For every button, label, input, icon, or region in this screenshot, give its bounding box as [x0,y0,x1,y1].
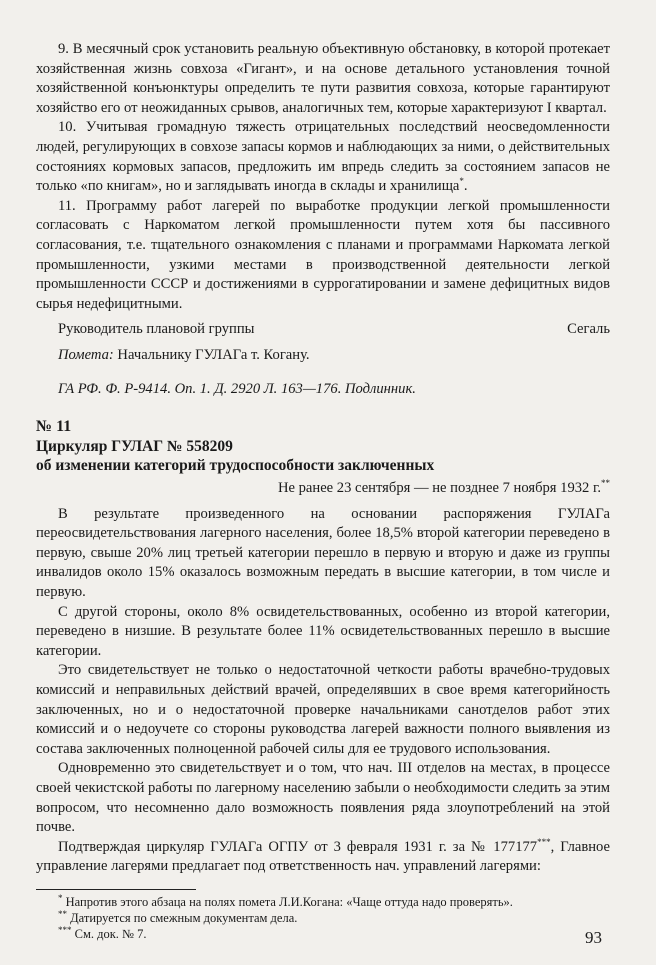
paragraph-10: 10. Учитывая громадную тяжесть отрицательных последствий неосведомленности людей, регулирующих в совхозе запасы кормов и наблюдающих за ними, о действительных состояниях кормовых запасов, предложить им впредь следить за состоянием запасов не только «по книгам», но и заглядывать иногда в склады и хранилища*. [36,119,610,195]
page-content [36,40,610,942]
footnote-divider [36,889,196,890]
signature-role: Руководитель плановой группы [58,321,255,338]
footnote [36,926,610,942]
footnote-ref-3[interactable]: *** [537,836,551,847]
paragraph-10-text: 10. Учитывая громадную тяжесть отрицательных последствий неосведомленности людей, регулирующих в совхозе запасы кормов и наблюдающих за ними, о действительных состояниях кормовых запасов, предложить им впредь следить за состоянием запасов не только «по книгам», но и заглядывать иногда в склады и хранилища [36,119,610,195]
footnote-mark: * [58,892,63,903]
last-paragraph-before: Подтверждая циркуляр ГУЛАГа ОГПУ от 3 февраля 1931 г. за № 177177 [58,838,538,855]
note-label: Помета: [58,346,114,363]
document-number: № 11 [36,418,72,436]
footnote-mark: ** [58,908,67,919]
note-line [36,346,610,366]
body-paragraph: В результате произведенного на основании распоряжения ГУЛАГа переосвидетельствования лагерного населения, более 18,5% второй категории переведено в первую, свыше 20% лиц третьей категории перешло в первую и вторую и даже из группы инвалидов около 15% оказалось возможным передать в высшие категории, в том числе и первую. [36,505,610,601]
footnote [36,910,610,926]
page-number: 93 [585,928,602,947]
footnote-ref-1[interactable]: * [459,176,464,187]
document-date-text: Не ранее 23 сентября — не позднее 7 ноября 1932 г. [277,480,601,497]
document-title-2: об изменении категорий трудоспособности заключенных [36,457,435,475]
footnote [36,894,610,910]
document-date [36,479,610,499]
signature-name: Сегаль [567,321,610,338]
document-title-1: Циркуляр ГУЛАГ № 558209 [36,438,233,456]
footnote-mark: *** [58,924,72,935]
last-paragraph-after: , Главное управление лагерями предлагает под ответственность нач. управлений лагерями: [36,838,610,875]
footnote-ref-2[interactable]: ** [601,478,610,489]
body-paragraph: Это свидетельствует не только о недостаточной четкости работы врачебно-трудовых комиссий и неправильных действий врачей, определявших в свое время категорийность заключенных, но и о недостаточной проверке начальниками санотделов работ этих комиссий и о недоучете со стороны руководства лагерей важности полного выявления из состава заключенных полноценной рабочей силы для ее трудового использования. [36,662,610,757]
body-paragraph: С другой стороны, около 8% освидетельствованных, особенно из второй категории, переведено в низшие. В результате более 11% освидетельствованных перешло в высшие категории. [36,603,610,659]
paragraph-9: 9. В месячный срок установить реальную объективную обстановку, в которой протекает хозяйственная жизнь совхоза «Гигант», и на основе детального установления точной хозяйственной конъюнктуры определить те пути развития совхоза, которые гарантируют хозяйство его от неожиданных срывов, аналогичных тем, которые характеризуют I квартал. [36,41,610,116]
footnote-text: Датируется по смежным документам дела. [70,910,298,925]
note-text: Начальнику ГУЛАГа т. Когану. [117,346,310,363]
archive-source: ГА РФ. Ф. Р-9414. Оп. 1. Д. 2920 Л. 163—176. Подлинник. [58,380,416,397]
footnote-text: Напротив этого абзаца на полях помета Л.И.Когана: «Чаще оттуда надо проверять». [65,894,513,909]
body-paragraph: Одновременно это свидетельствует и о том, что нач. III отделов на местах, в процессе своей чекистской работы по лагерному населению забыли о необходимости следить за этим вопросом, что несомненно дало возможность появления ряда злоупотреблений на этой почве. [36,760,610,836]
paragraph-11: 11. Программу работ лагерей по выработке продукции легкой промышленности согласовать с Наркоматом легкой промышленности путем хотя бы пассивного согласования, т.е. тщательного ознакомления с планами и программами Наркомата легкой промышленности, узкими местами в производственной деятельности легкой промышленности СССР и достижениями в суррогатировании и замене дефицитных видов сырья недефицитными. [36,197,610,312]
footnote-text: См. док. № 7. [74,926,147,941]
body-paragraph-last [36,838,610,877]
signature-line [36,320,610,340]
